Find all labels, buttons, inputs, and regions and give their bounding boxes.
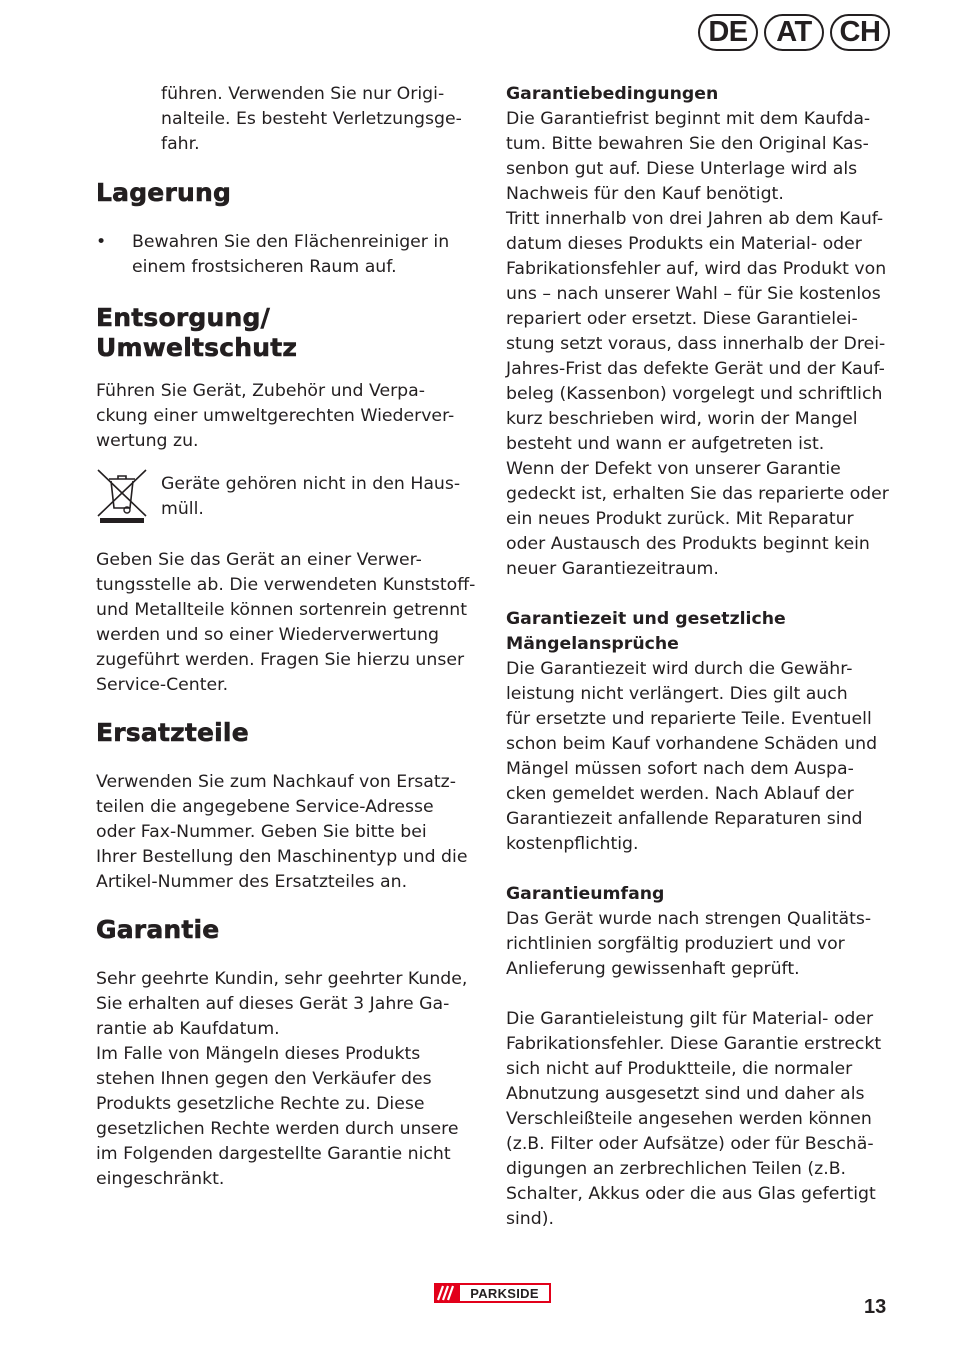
entsorgung-heading [96, 303, 481, 363]
right-column [506, 82, 896, 1232]
parkside-logo [434, 1283, 551, 1303]
entsorgung-heading-line1: Entsorgung/ [96, 303, 270, 332]
intro-text: führen. Verwenden Sie nur Origi- nalteile. Es besteht Verletzungsge- fahr. [161, 84, 462, 154]
language-badges [698, 14, 890, 51]
badge-ch: CH [830, 14, 890, 51]
garantieumfang-text-2: Die Garantieleistung gilt für Material- oder Fabrikationsfehler. Diese Garantie erstreckt sich nicht auf Produktteile, die normaler Abnutzung ausgesetzt sind und daher als Verschleißteile angesehen werden können (z.B. Filter oder Aufsätze) oder für Beschä- digungen an zerbrechlichen Teilen (z.B. Schalter, Akkus oder die aus Glas gefertigt sind). [506, 1009, 882, 1229]
entsorgung-text-2: Geben Sie das Gerät an einer Verwer- tungsstelle ab. Die verwendeten Kunststoff- und Metallteile können sortenrein getrennt werden und so einer Wiederverwertung zugeführt werden. Fragen Sie hierzu unser Service-Center. [96, 550, 476, 695]
lagerung-bullet-text: Bewahren Sie den Flächenreiniger in einem frostsicheren Raum auf. [132, 232, 450, 277]
garantiezeit-text: Die Garantiezeit wird durch die Gewähr- leistung nicht verlängert. Dies gilt auch für ersetzte und reparierte Teile. Eventuell schon beim Kauf vorhandene Schäden und Mängel müssen sofort nach dem Auspa- cken gemeldet werden. Nach Ablauf der Garantiezeit anfallende Reparaturen sind kostenpflichtig. [506, 659, 878, 854]
ersatzteile-heading: Ersatzteile [96, 718, 249, 747]
badge-at: AT [764, 14, 824, 51]
logo-stripes-icon [434, 1283, 460, 1303]
bin-text: Geräte gehören nicht in den Haus- müll. [161, 474, 461, 519]
page-number: 13 [864, 1296, 887, 1318]
lagerung-heading: Lagerung [96, 178, 232, 207]
logo-text: PARKSIDE [460, 1285, 549, 1301]
ersatzteile-text: Verwenden Sie zum Nachkauf von Ersatz- teilen die angegebene Service-Adresse oder Fax-Nummer. Geben Sie bitte bei Ihrer Bestellung den Maschinentyp und die Artikel-Nummer des Ersatzteiles an. [96, 772, 468, 892]
garantieumfang-heading: Garantieumfang [506, 884, 665, 904]
bullet-dot: • [96, 232, 107, 252]
weee-notice [96, 472, 481, 524]
crossed-bin-icon [96, 468, 148, 524]
garantiezeit-heading: Garantiezeit und gesetzliche Mängelansprüche [506, 609, 786, 654]
badge-de: DE [698, 14, 758, 51]
garantieumfang-text: Das Gerät wurde nach strengen Qualitäts- richtlinien sorgfältig produziert und vor Anlieferung gewissenhaft geprüft. [506, 909, 872, 979]
garantie-heading: Garantie [96, 915, 220, 944]
garantie-text: Sehr geehrte Kundin, sehr geehrter Kunde, Sie erhalten auf dieses Gerät 3 Jahre Ga- rantie ab Kaufdatum. Im Falle von Mängeln dieses Produkts stehen Ihnen gegen den Verkäufer des Produkts gesetzliche Rechte zu. Diese gesetzlichen Rechte werden durch unsere im Folgenden dargestellte Garantie nicht eingeschränkt. [96, 969, 468, 1189]
entsorgung-heading-line2: Umweltschutz [96, 333, 298, 362]
garantiebedingungen-text: Die Garantiefrist beginnt mit dem Kaufda- tum. Bitte bewahren Sie den Original Kas- senbon gut auf. Diese Unterlage wird als Nachweis für den Kauf benötigt. Tritt innerhalb von drei Jahren ab dem Kauf- datum dieses Produkts ein Material- oder Fabrikationsfehler auf, wird das Produkt von uns – nach unserer Wahl – für Sie kostenlos repariert oder ersetzt. Diese Garantielei- stung setzt voraus, dass innerhalb der Drei- Jahres-Frist das defekte Gerät und der Kauf- beleg (Kassenbon) vorgelegt und schriftlich kurz beschrieben wird, worin der Mangel besteht und wann er aufgetreten ist. Wenn der Defekt von unserer Garantie gedeckt ist, erhalten Sie das reparierte oder ein neues Produkt zurück. Mit Reparatur oder Austausch des Produkts beginnt kein neuer Garantiezeitraum. [506, 109, 889, 579]
garantiebedingungen-heading: Garantiebedingungen [506, 84, 719, 104]
entsorgung-text: Führen Sie Gerät, Zubehör und Verpa- ckung einer umweltgerechten Wiederver- wertung zu. [96, 381, 455, 451]
lagerung-bullet [96, 230, 481, 280]
left-column [96, 82, 481, 1192]
